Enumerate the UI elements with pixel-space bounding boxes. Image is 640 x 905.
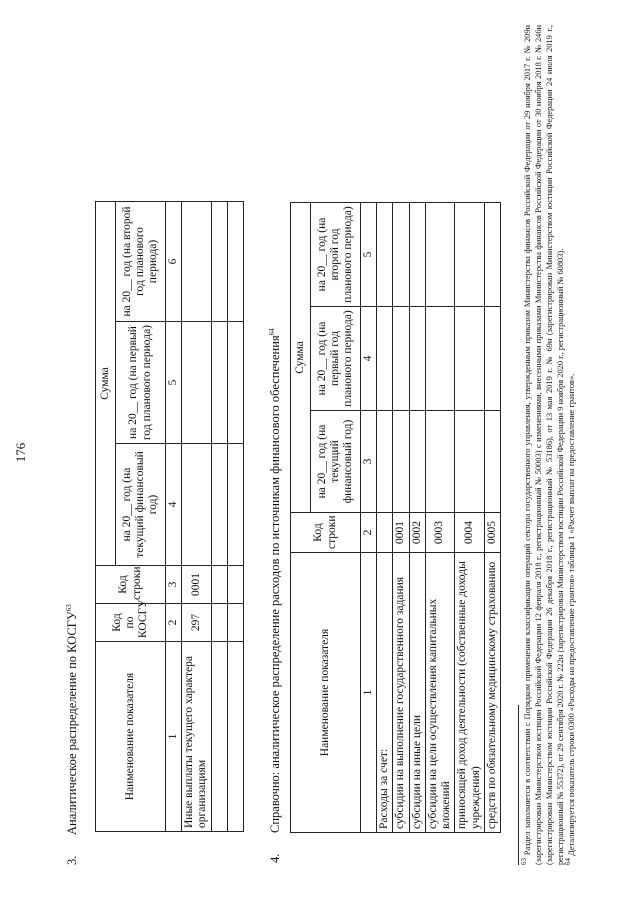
section-4-title: Справочно: аналитическое распределение расходов по источникам финансового обеспечения xyxy=(268,335,282,833)
row-code: 0001 xyxy=(393,513,409,553)
footnote-64 xyxy=(566,25,577,865)
column-number: 3 xyxy=(166,566,182,604)
footnote-63 xyxy=(522,25,566,865)
column-number: 2 xyxy=(166,604,182,642)
row-value-cell xyxy=(182,444,211,566)
row-name: средств по обязательному медицинскому страхованию xyxy=(484,553,500,833)
footnote-divider xyxy=(518,705,519,865)
funding-sources-table xyxy=(290,202,501,833)
table-row xyxy=(211,201,227,831)
footnote-63-mark: 63 xyxy=(520,858,529,865)
table-row xyxy=(393,202,409,832)
header-row-code: Код строки xyxy=(291,513,361,553)
header-row-code: Код строки xyxy=(96,566,166,604)
header-current-year: на 20__ год (на текущий финансовый год) xyxy=(116,444,166,566)
header-sum: Сумма xyxy=(96,201,116,565)
footnote-64-mark: 64 xyxy=(564,858,573,865)
table-row xyxy=(182,201,211,831)
header-indicator-name: Наименование показателя xyxy=(96,642,166,832)
table-row xyxy=(227,201,243,831)
column-number: 4 xyxy=(361,307,377,411)
row-kosgu: 297 xyxy=(182,604,211,642)
header-second-plan-year: на 20__ год (на второй год планового периода) xyxy=(311,202,361,306)
header-second-plan-year: на 20__ год (на второй год планового периода) xyxy=(116,201,166,321)
header-kosgu-code: Код по КОСГУ xyxy=(96,604,166,642)
row-name: субсидии на цели осуществления капитальных вложений xyxy=(425,553,454,833)
page-number: 176 xyxy=(13,442,28,463)
row-name: субсидии на выполнение государственного задания xyxy=(393,553,409,833)
row-name: Иные выплаты текущего характера организациям xyxy=(182,642,211,832)
table-row xyxy=(455,202,484,832)
row-name: Расходы за счет: xyxy=(377,553,393,833)
column-number: 4 xyxy=(166,444,182,566)
header-current-year: на 20__ год (на текущий финансовый год) xyxy=(311,411,361,513)
row-name: приносящей доход деятельности (собственные доходы учреждения) xyxy=(455,553,484,833)
row-code: 0004 xyxy=(455,513,484,553)
column-number: 1 xyxy=(361,553,377,833)
row-code xyxy=(377,513,393,553)
row-code: 0003 xyxy=(425,513,454,553)
section-3-title: Аналитическое распределение по КОСГУ xyxy=(65,611,79,835)
row-value-cell xyxy=(182,201,211,321)
header-indicator-name: Наименование показателя xyxy=(291,553,361,833)
header-sum: Сумма xyxy=(291,202,311,512)
row-code: 0001 xyxy=(182,566,211,604)
row-name: субсидии на иные цели xyxy=(409,553,425,833)
footnotes xyxy=(522,25,577,865)
row-value-cell xyxy=(182,322,211,444)
footnote-ref-63: 63 xyxy=(64,604,73,612)
footnote-ref-64: 64 xyxy=(267,328,276,336)
section-3-number: 3. xyxy=(65,855,79,865)
footnote-63-text: Раздел заполняется в соответствии с Порядком применения классификации операций сектора государственного управления, утвержденным приказом Министерства финансов Российской Федерации от 29 ноября 2017 г. № 209н (зарегистрирован Министерством юстиции Российской Федерации 12 февраля 2018 г., регистрационный № 50003) с изменениями, внесенными приказами Министерства финансов Российской Федерации от 30 ноября 2018 г. № 246н (зарегистрирован Министерством юстиции Российской Федерации 26 декабря 2018 г., регистрационный № 53186), от 13 мая 2019 г. № 69н (зарегистрирован Министерством юстиции Российской Федерации 24 июля 2019 г., регистрационный № 55372), от 29 сентября 2020 г. № 222н (зарегистрирован Министерством юстиции Российской Федерации 9 ноября 2020 г., регистрационный № 60803). xyxy=(523,24,566,865)
header-first-plan-year: на 20__ год (на первый год планового периода) xyxy=(116,322,166,444)
column-number: 3 xyxy=(361,411,377,513)
column-number: 2 xyxy=(361,513,377,553)
section-4-number: 4. xyxy=(268,853,282,863)
table-row xyxy=(409,202,425,832)
row-code: 0002 xyxy=(409,513,425,553)
column-number: 5 xyxy=(361,202,377,306)
column-number: 5 xyxy=(166,322,182,444)
header-first-plan-year: на 20__ год (на первый год планового периода) xyxy=(311,307,361,411)
table-row xyxy=(484,202,500,832)
column-number: 6 xyxy=(166,201,182,321)
table-row xyxy=(377,202,393,832)
section-4-heading xyxy=(268,328,283,863)
row-code: 0005 xyxy=(484,513,500,553)
column-number: 1 xyxy=(166,642,182,832)
table-row xyxy=(425,202,454,832)
kosgu-table xyxy=(95,201,244,832)
section-3-heading xyxy=(65,604,80,865)
footnote-64-text: Детализируется показатель строки 0300 «Расходы на предоставление грантов» таблицы 1 «Расчет выплат на предоставление грантов». xyxy=(567,373,577,856)
